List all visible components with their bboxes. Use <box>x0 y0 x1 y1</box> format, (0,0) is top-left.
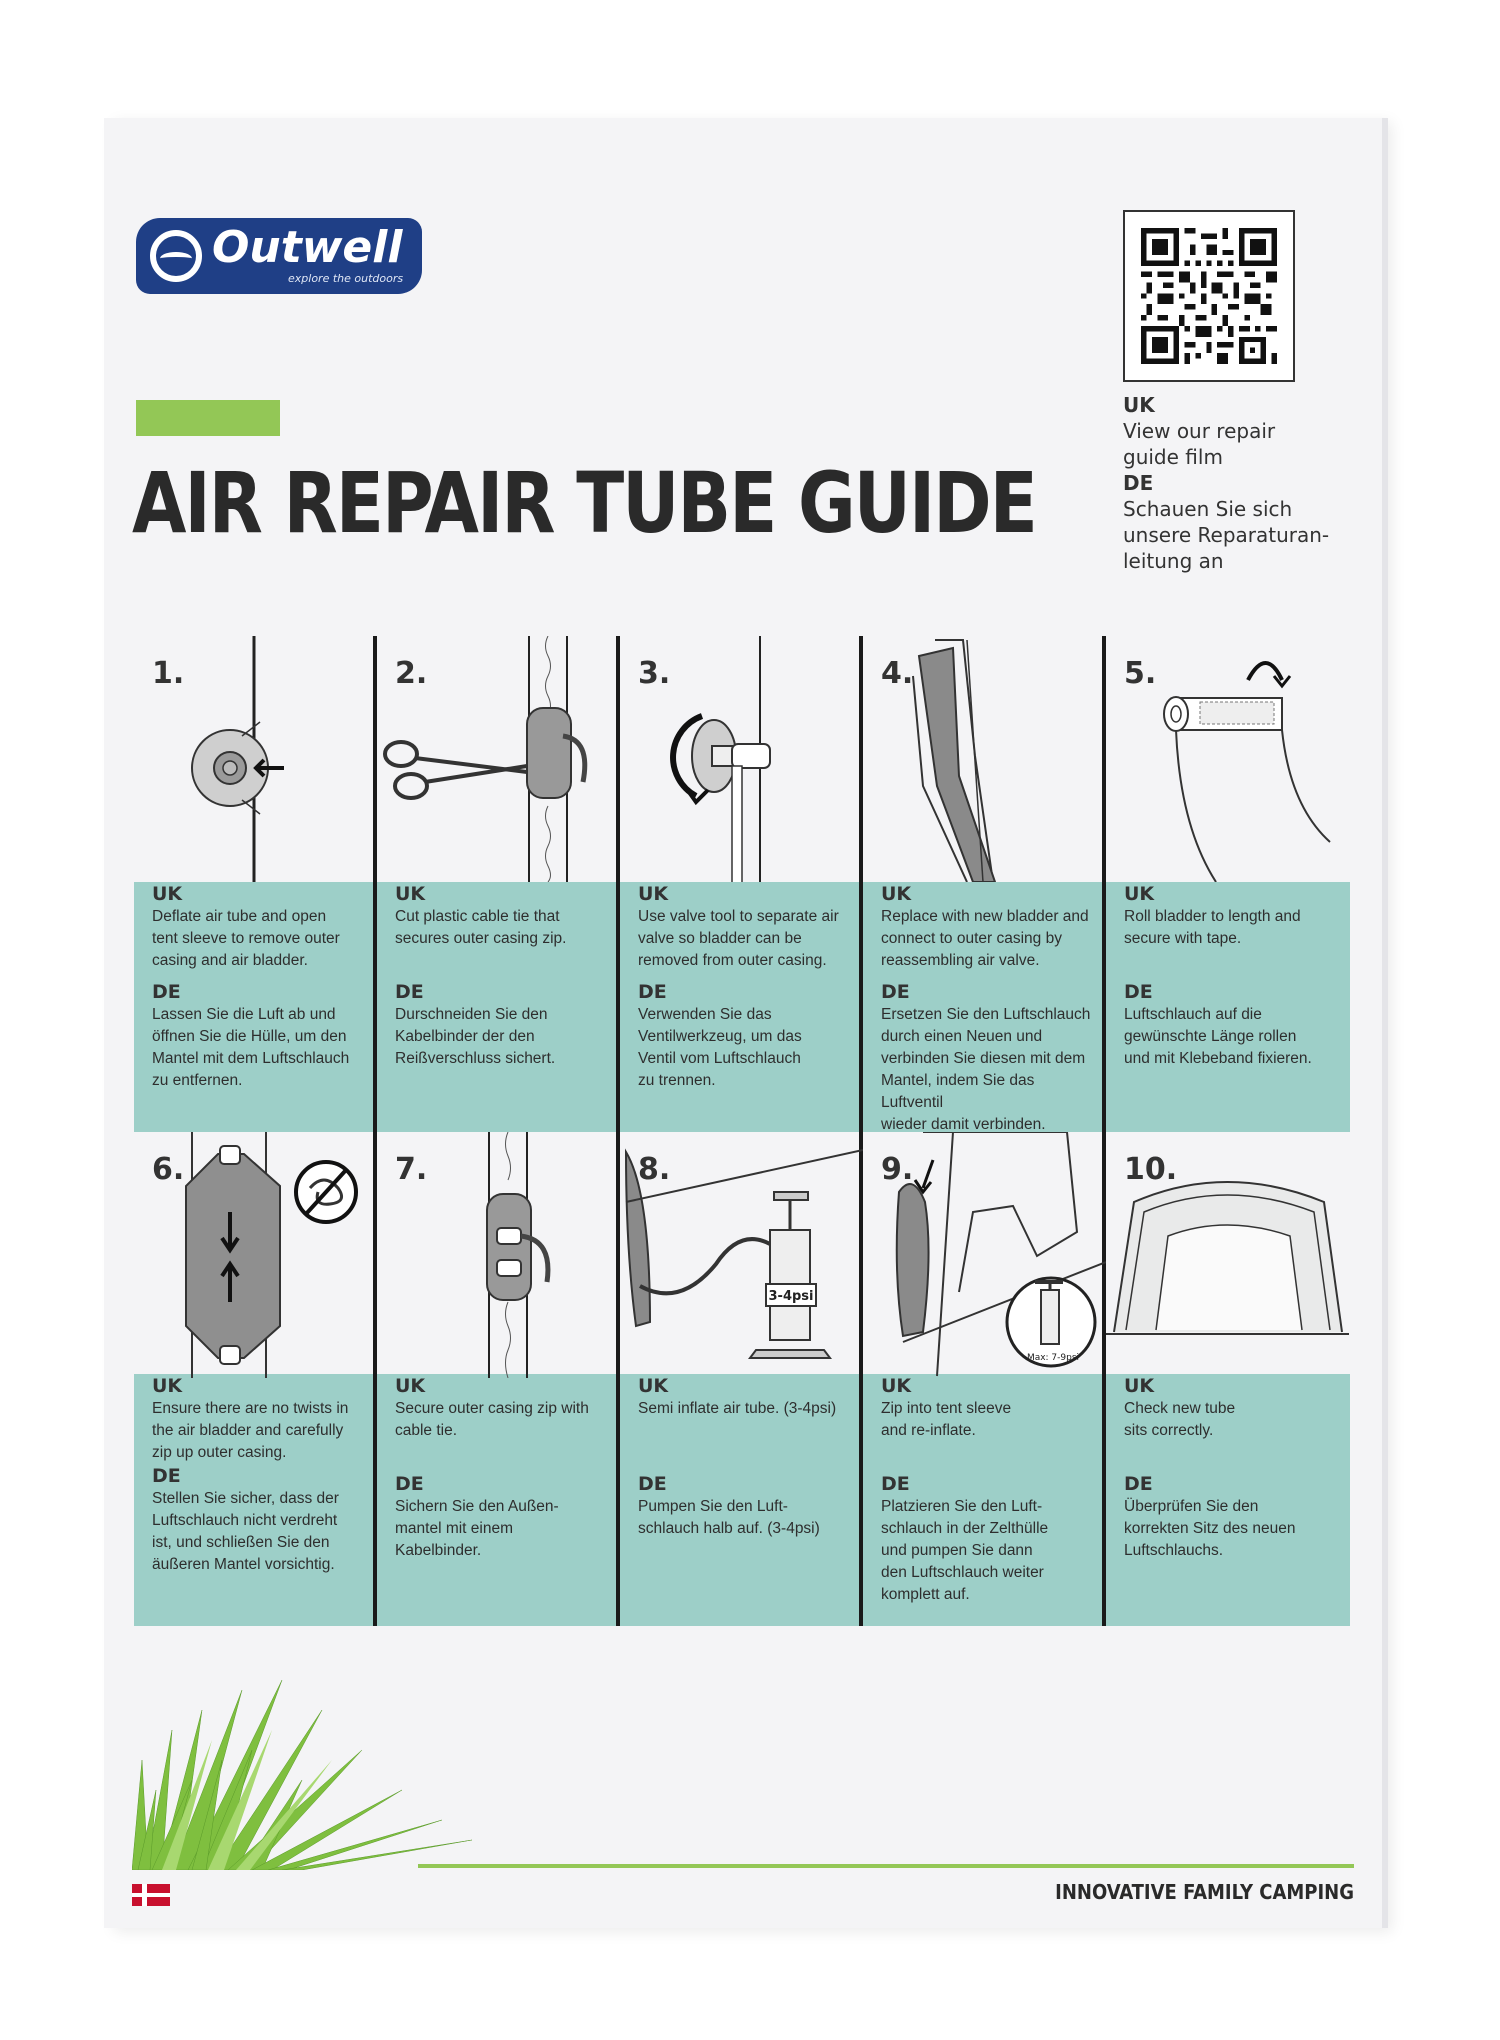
step-number: 3. <box>638 656 671 691</box>
step-number: 2. <box>395 656 428 691</box>
de-line: Kabelbinder der den <box>395 1028 535 1045</box>
de-label: DE <box>152 1465 181 1487</box>
de-line: Ersetzen Sie den Luftschlauch <box>881 1006 1091 1023</box>
uk-line: Ensure there are no twists in <box>152 1400 349 1417</box>
uk-line: Check new tube <box>1124 1400 1236 1417</box>
step-number: 9. <box>881 1152 914 1187</box>
uk-line: and re-inflate. <box>881 1422 976 1439</box>
uk-line: Deflate air tube and open <box>152 908 327 925</box>
step-text <box>638 882 856 1092</box>
step-number: 10. <box>1124 1152 1178 1187</box>
de-line: Durschneiden Sie den <box>395 1006 548 1023</box>
qr-uk-line: View our repair <box>1123 419 1276 443</box>
footer-slogan: INNOVATIVE FAMILY CAMPING <box>1055 1880 1354 1904</box>
de-line: den Luftschlauch weiter <box>881 1564 1044 1581</box>
de-line: Lassen Sie die Luft ab und <box>152 1006 336 1023</box>
uk-label: UK <box>881 883 912 905</box>
step-5 <box>1106 636 1349 1132</box>
uk-line: Replace with new bladder and <box>881 908 1089 925</box>
step-text <box>395 1374 613 1562</box>
uk-line: secures outer casing zip. <box>395 930 567 947</box>
de-line: schlauch in der Zelthülle <box>881 1520 1049 1537</box>
de-line: Luftschlauch nicht verdreht <box>152 1512 338 1529</box>
de-line: verbinden Sie diesen mit dem <box>881 1050 1086 1067</box>
step-6 <box>134 1132 377 1626</box>
uk-line: Secure outer casing zip with <box>395 1400 589 1417</box>
step-text <box>152 882 370 1092</box>
step-number: 4. <box>881 656 914 691</box>
de-line: durch einen Neuen und <box>881 1028 1043 1045</box>
de-line: Sichern Sie den Außen- <box>395 1498 559 1515</box>
uk-line: Cut plastic cable tie that <box>395 908 560 925</box>
qr-de-line: Schauen Sie sich <box>1123 497 1293 521</box>
uk-line: valve so bladder can be <box>638 930 802 947</box>
uk-line: connect to outer casing by <box>881 930 1062 947</box>
de-label: DE <box>638 1473 667 1495</box>
uk-label: UK <box>1124 883 1155 905</box>
de-line: Mantel, indem Sie das Luftventil <box>881 1072 1035 1111</box>
step-text <box>881 882 1099 1136</box>
qr-uk-line: guide film <box>1123 445 1223 469</box>
logo-mark-icon <box>150 230 202 282</box>
de-label: DE <box>881 981 910 1003</box>
step-2 <box>377 636 620 1132</box>
danish-flag-icon <box>132 1884 170 1906</box>
de-line: wieder damit verbinden. <box>881 1116 1046 1133</box>
step-10 <box>1106 1132 1349 1626</box>
de-line: Reißverschluss sichert. <box>395 1050 556 1067</box>
qr-de-line: unsere Reparaturan- <box>1123 523 1330 547</box>
uk-line: cable tie. <box>395 1422 458 1439</box>
footer-divider <box>418 1864 1354 1868</box>
de-label: DE <box>881 1473 910 1495</box>
de-line: komplett auf. <box>881 1586 970 1603</box>
de-label: DE <box>152 981 181 1003</box>
de-line: und pumpen Sie dann <box>881 1542 1033 1559</box>
uk-label: UK <box>881 1375 912 1397</box>
uk-line: Semi inflate air tube. (3-4psi) <box>638 1400 837 1417</box>
qr-code-frame[interactable] <box>1123 210 1295 382</box>
uk-label: UK <box>1124 1375 1155 1397</box>
de-label: DE <box>395 1473 424 1495</box>
de-line: Ventil vom Luftschlauch <box>638 1050 801 1067</box>
de-line: ist, und schließen Sie den <box>152 1534 330 1551</box>
de-line: Ventilwerkzeug, um das <box>638 1028 802 1045</box>
uk-line: Use valve tool to separate air <box>638 908 839 925</box>
qr-de-label: DE <box>1123 471 1154 495</box>
uk-line: Roll bladder to length and <box>1124 908 1301 925</box>
de-line: Platzieren Sie den Luft- <box>881 1498 1043 1515</box>
uk-line: sits correctly. <box>1124 1422 1214 1439</box>
brand-tagline: explore the outdoors <box>288 272 404 285</box>
step-1 <box>134 636 377 1132</box>
de-line: gewünschte Länge rollen <box>1124 1028 1297 1045</box>
uk-line: reassembling air valve. <box>881 952 1040 969</box>
step-9 <box>863 1132 1106 1626</box>
grass-decoration-icon <box>132 1640 472 1870</box>
de-line: Pumpen Sie den Luft- <box>638 1498 788 1515</box>
de-label: DE <box>638 981 667 1003</box>
step-text <box>638 1374 856 1540</box>
de-line: Überprüfen Sie den <box>1124 1498 1259 1515</box>
step-text <box>1124 1374 1342 1562</box>
uk-line: zip up outer casing. <box>152 1444 287 1461</box>
de-line: Kabelbinder. <box>395 1542 482 1559</box>
step-7 <box>377 1132 620 1626</box>
page-title: AIR REPAIR TUBE GUIDE <box>132 454 1036 552</box>
de-line: Verwenden Sie das <box>638 1006 772 1023</box>
uk-line: removed from outer casing. <box>638 952 827 969</box>
uk-line: Zip into tent sleeve <box>881 1400 1012 1417</box>
uk-label: UK <box>152 883 183 905</box>
qr-uk-label: UK <box>1123 393 1155 417</box>
de-line: Luftschlauchs. <box>1124 1542 1224 1559</box>
de-line: schlauch halb auf. (3-4psi) <box>638 1520 820 1537</box>
de-line: äußeren Mantel vorsichtig. <box>152 1556 335 1573</box>
de-line: mantel mit einem <box>395 1520 514 1537</box>
uk-label: UK <box>395 883 426 905</box>
qr-caption <box>1123 392 1343 574</box>
step-number: 6. <box>152 1152 185 1187</box>
uk-label: UK <box>152 1375 183 1397</box>
step-number: 1. <box>152 656 185 691</box>
steps-grid <box>134 636 1350 1626</box>
de-label: DE <box>1124 981 1153 1003</box>
de-line: öffnen Sie die Hülle, um den <box>152 1028 347 1045</box>
de-line: zu trennen. <box>638 1072 716 1089</box>
uk-label: UK <box>395 1375 426 1397</box>
de-line: korrekten Sitz des neuen <box>1124 1520 1296 1537</box>
de-line: Luftschlauch auf die <box>1124 1006 1262 1023</box>
uk-line: secure with tape. <box>1124 930 1242 947</box>
uk-line: the air bladder and carefully <box>152 1422 344 1439</box>
de-label: DE <box>395 981 424 1003</box>
uk-label: UK <box>638 1375 669 1397</box>
step-number: 7. <box>395 1152 428 1187</box>
step-text <box>881 1374 1099 1606</box>
de-line: Mantel mit dem Luftschlauch <box>152 1050 350 1067</box>
qr-de-line: leitung an <box>1123 549 1224 573</box>
uk-line: casing and air bladder. <box>152 952 308 969</box>
step-number: 8. <box>638 1152 671 1187</box>
step-text <box>1124 882 1342 1070</box>
pump-pressure-label: 3-4psi <box>768 1289 814 1304</box>
title-accent-bar <box>136 400 280 436</box>
step-text <box>152 1374 370 1576</box>
step-3 <box>620 636 863 1132</box>
step-number: 5. <box>1124 656 1157 691</box>
qr-code-icon <box>1141 228 1277 364</box>
outwell-logo <box>136 218 422 294</box>
pump-max-label: Max: 7-9psi <box>1026 1353 1080 1363</box>
step-8 <box>620 1132 863 1626</box>
de-line: und mit Klebeband fixieren. <box>1124 1050 1312 1067</box>
step-4 <box>863 636 1106 1132</box>
uk-label: UK <box>638 883 669 905</box>
step-text <box>395 882 613 1070</box>
de-label: DE <box>1124 1473 1153 1495</box>
de-line: zu entfernen. <box>152 1072 243 1089</box>
de-line: Stellen Sie sicher, dass der <box>152 1490 339 1507</box>
brand-name: Outwell <box>212 222 403 273</box>
uk-line: tent sleeve to remove outer <box>152 930 340 947</box>
